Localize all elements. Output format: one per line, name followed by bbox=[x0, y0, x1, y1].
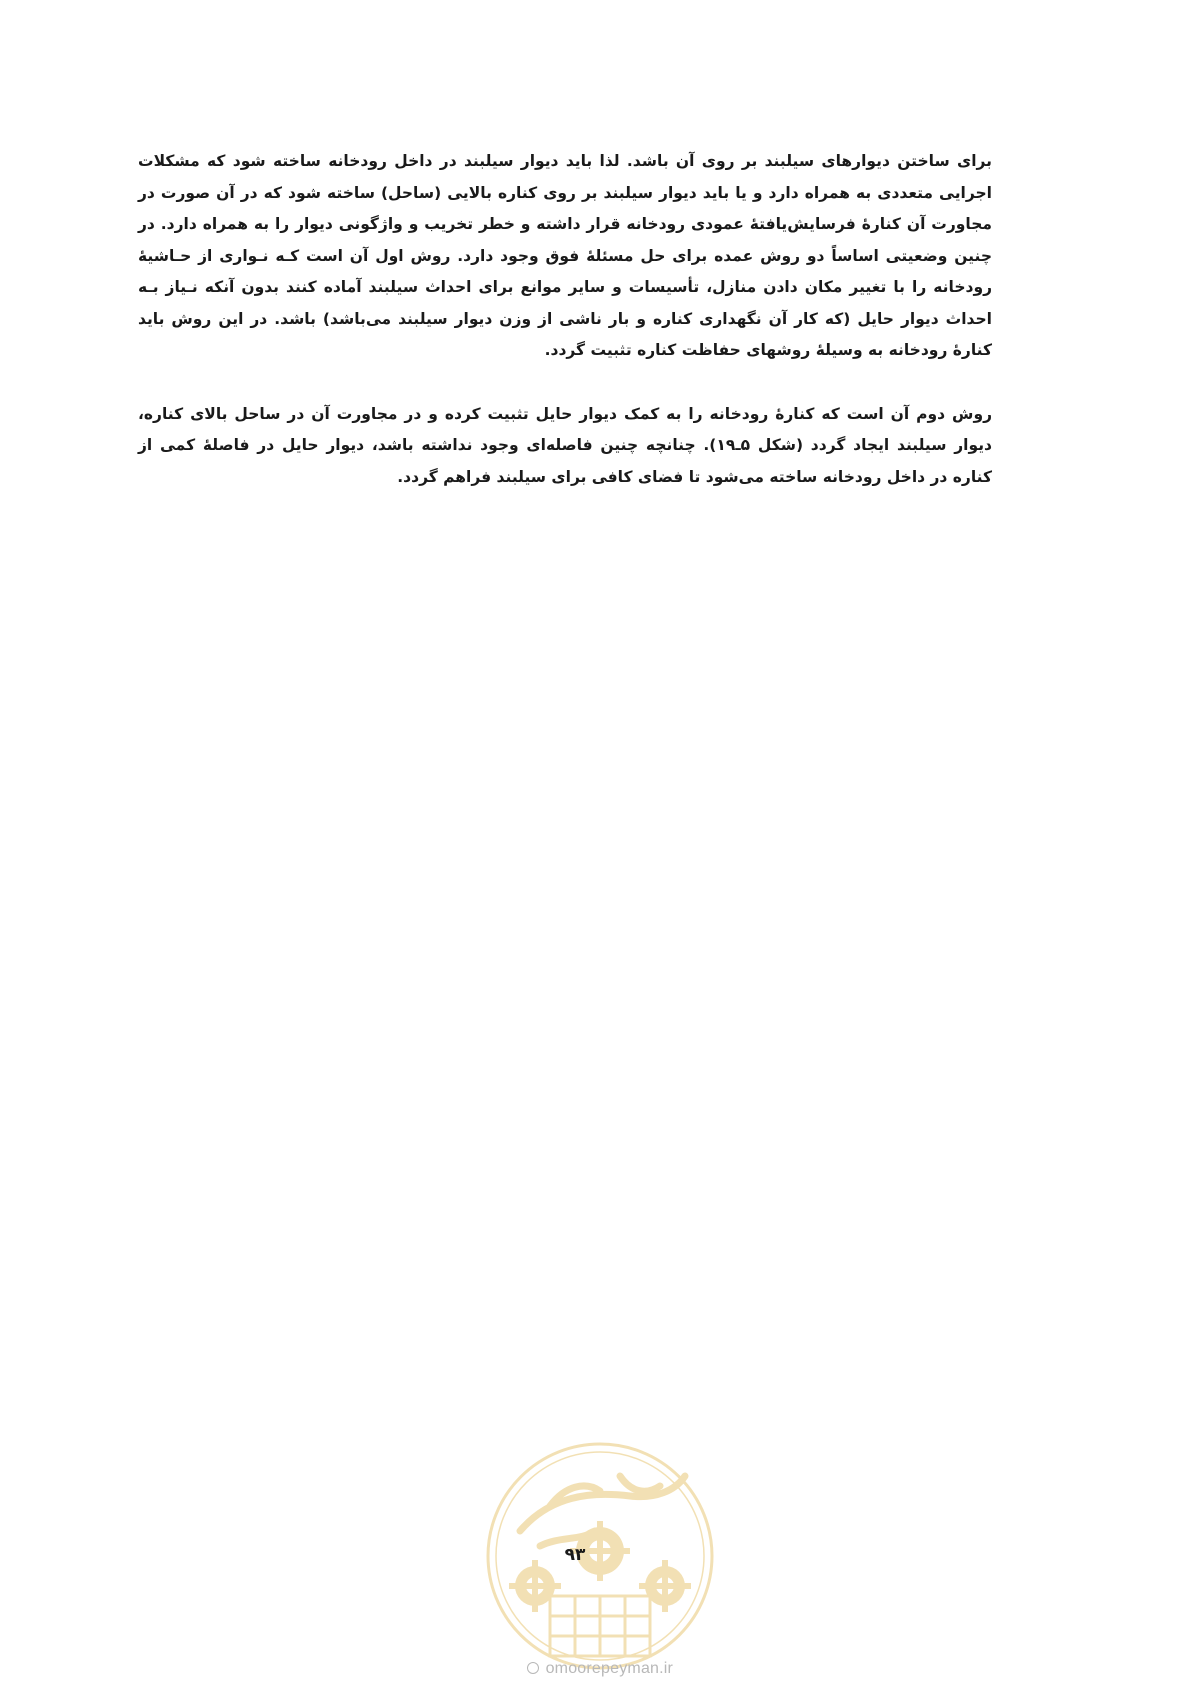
page-number: ۹۳ bbox=[564, 1545, 586, 1565]
website-url: omoorepeyman.ir bbox=[545, 1660, 674, 1677]
website-footer bbox=[480, 1660, 720, 1678]
document-body bbox=[138, 146, 992, 493]
paragraph-1: برای ساختن دیوارهای سیلبند بر روی آن باشد. لذا باید دیوار سیلبند در داخل رودخانه ساخته شود که مشکلات اجرایی متعددی به همراه دارد و یا باید دیوار سیلبند بر روی کناره بالایی (ساحل) ساخته شود که در آن صورت در مجاورت آن کنارهٔ فرسایش‌یافتهٔ عمودی رودخانه قرار داشته و خطر تخریب و واژگونی دیوار را به همراه دارد. در چنین وضعیتی اساساً دو روش عمده برای حل مسئلهٔ فوق وجود دارد. روش اول آن است کـه نـواری از حـاشیهٔ رودخانه را با تغییر مکان دادن منازل، تأسیسات و سایر موانع برای احداث سیلبند آماده کنند بدون آنکه نـیاز بـه احداث دیوار حایل (که کار آن نگهداری کناره و بار ناشی از وزن دیوار سیلبند می‌باشد) باشد. در این روش باید کنارهٔ رودخانه به وسیلهٔ روشهای حفاظت کناره تثبیت گردد. bbox=[138, 152, 992, 359]
globe-icon bbox=[527, 1662, 539, 1674]
paragraph-2: روش دوم آن است که کنارهٔ رودخانه را به کمک دیوار حایل تثبیت کرده و در مجاورت آن در ساحل بالای کناره، دیوار سیلبند ایجاد گردد (شکل ۵ـ۱۹). چنانچه چنین فاصله‌ای وجود نداشته باشد، دیوار حایل در فاصلهٔ کمی از کناره در داخل رودخانه ساخته می‌شود تا فضای کافی برای سیلبند فراهم گردد. bbox=[138, 404, 992, 486]
omoorepeyman-logo-icon bbox=[480, 1436, 720, 1676]
